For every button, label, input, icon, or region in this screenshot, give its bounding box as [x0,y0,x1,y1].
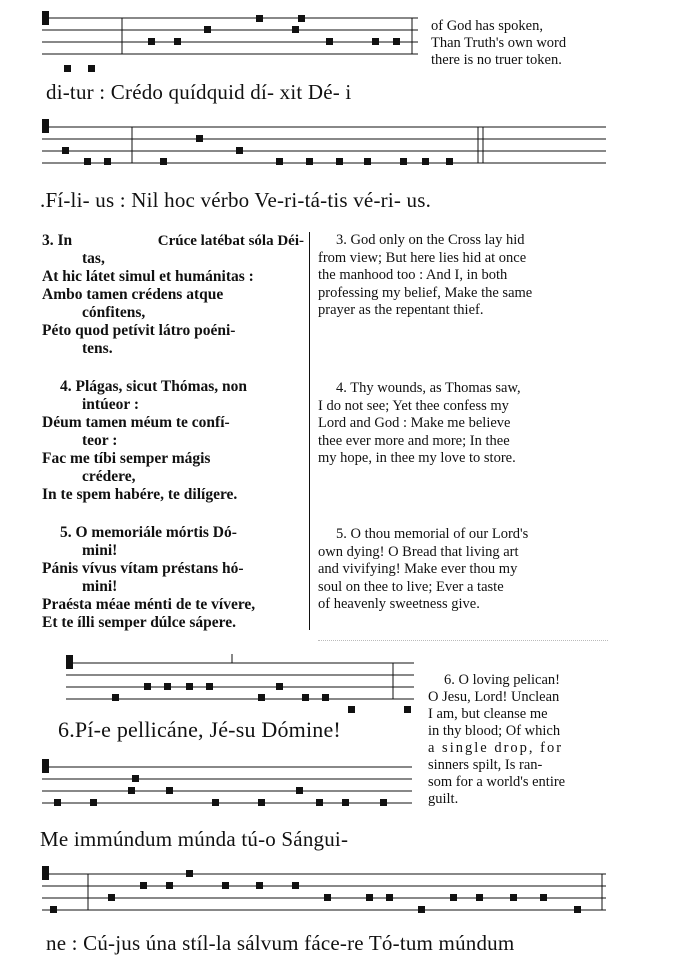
side-line: sinners spilt, Is ran- [428,757,543,773]
chant-staff-2 [0,110,680,190]
latin-line: Fac me tíbi semper mágis [42,450,211,467]
english-stanza-4 [318,380,606,468]
side-line: in thy blood; Of which [428,723,561,739]
latin-line: tas, [82,250,105,267]
english-line: the manhood too : And I, in both [318,267,508,283]
side-line: guilt. [428,791,459,807]
latin-line: 4. Plágas, sicut Thómas, non [60,378,248,395]
english-line: Lord and God : Make me believe [318,415,511,431]
chant-staff-1 [0,0,430,80]
latin-line: Pánis vívus vítam préstans hó- [42,560,244,577]
latin-line: intúeor : [82,396,139,413]
side-line: a single drop, for [428,740,564,756]
latin-stanza-5 [42,524,304,632]
latin-stanza-4 [42,378,304,504]
stanza-number: 6. [58,717,75,742]
column-divider [309,232,310,630]
latin-text: Crúce latébat sóla Déi- [157,233,304,249]
side-translation-bottom [428,672,606,808]
english-line: own dying! O Bread that living art [318,543,519,560]
chant-lyric-4: Me immúndum múnda tú-o Sángui- [40,827,349,851]
latin-stanza-3 [42,232,304,358]
side-line: there is no truer token. [431,52,562,68]
english-line: and vivifying! Make ever thou my [318,561,518,577]
side-line: I am, but cleanse me [428,706,548,722]
latin-line: Praésta méae ménti de te vívere, [42,596,256,613]
side-translation-top [431,18,607,69]
side-line: of God has spoken, [431,18,543,34]
side-line: 6. O loving pelican! [444,672,560,688]
english-line: 5. O thou memorial of our Lord's [336,526,529,542]
english-line: prayer as the repentant thief. [318,302,484,318]
english-line: professing my belief, Make the same [318,284,533,301]
stanza-number: 3. In [42,232,73,249]
latin-line: In te spem habére, te dilígere. [42,486,238,503]
english-line: thee ever more and more; In thee [318,432,510,449]
latin-line: Déum tamen méum te confí- [42,414,230,431]
english-line: from view; But here lies hid at once [318,249,527,266]
latin-line: At hic látet simul et humánitas : [42,268,254,285]
chant-lyric-3 [58,717,341,743]
english-line: I do not see; Yet thee confess my [318,397,509,414]
latin-line: Péto quod petívit látro poéni- [42,322,236,339]
english-line: soul on thee to live; Ever a taste [318,578,504,595]
english-stanza-3 [318,232,606,320]
chant-staff-4 [0,755,430,825]
chant-staff-5 [0,862,680,932]
side-line: O Jesu, Lord! Unclean [428,689,560,705]
latin-line: mini! [82,542,118,559]
latin-line: tens. [82,340,113,357]
english-line: my hope, in thee my love to store. [318,450,516,466]
latin-line: Ambo tamen crédens atque [42,286,224,303]
latin-line: teor : [82,432,118,449]
latin-line: Et te ílli semper dúlce sápere. [42,614,237,631]
side-line: Than Truth's own word [431,35,567,51]
latin-line: crédere, [82,468,136,485]
chant-lyric-1: di-tur : Crédo quídquid dí- xit Dé- i [46,80,352,104]
chant-lyric-2: .Fí-li- us : Nil hoc vérbo Ve-ri-tá-tis vé-ri- us. [40,188,432,212]
chant-lyric-5: ne : Cú-jus úna stíl-la sálvum fáce-re Tó-tum múndum [46,931,515,955]
side-line: som for a world's entire [428,774,566,790]
english-line: 4. Thy wounds, as Thomas saw, [336,380,521,396]
latin-line [42,232,304,250]
english-stanza-5 [318,526,606,614]
latin-line: cónfitens, [82,304,146,321]
dotted-rule [318,640,608,641]
latin-line: mini! [82,578,118,595]
latin-line: 5. O memoriále mórtis Dó- [60,524,237,541]
english-line: 3. God only on the Cross lay hid [336,232,525,248]
chant-staff-3 [0,646,430,726]
english-line: of heavenly sweetness give. [318,596,480,612]
lyric-text: Pí-e pellicáne, Jé-su Dómine! [74,717,341,742]
